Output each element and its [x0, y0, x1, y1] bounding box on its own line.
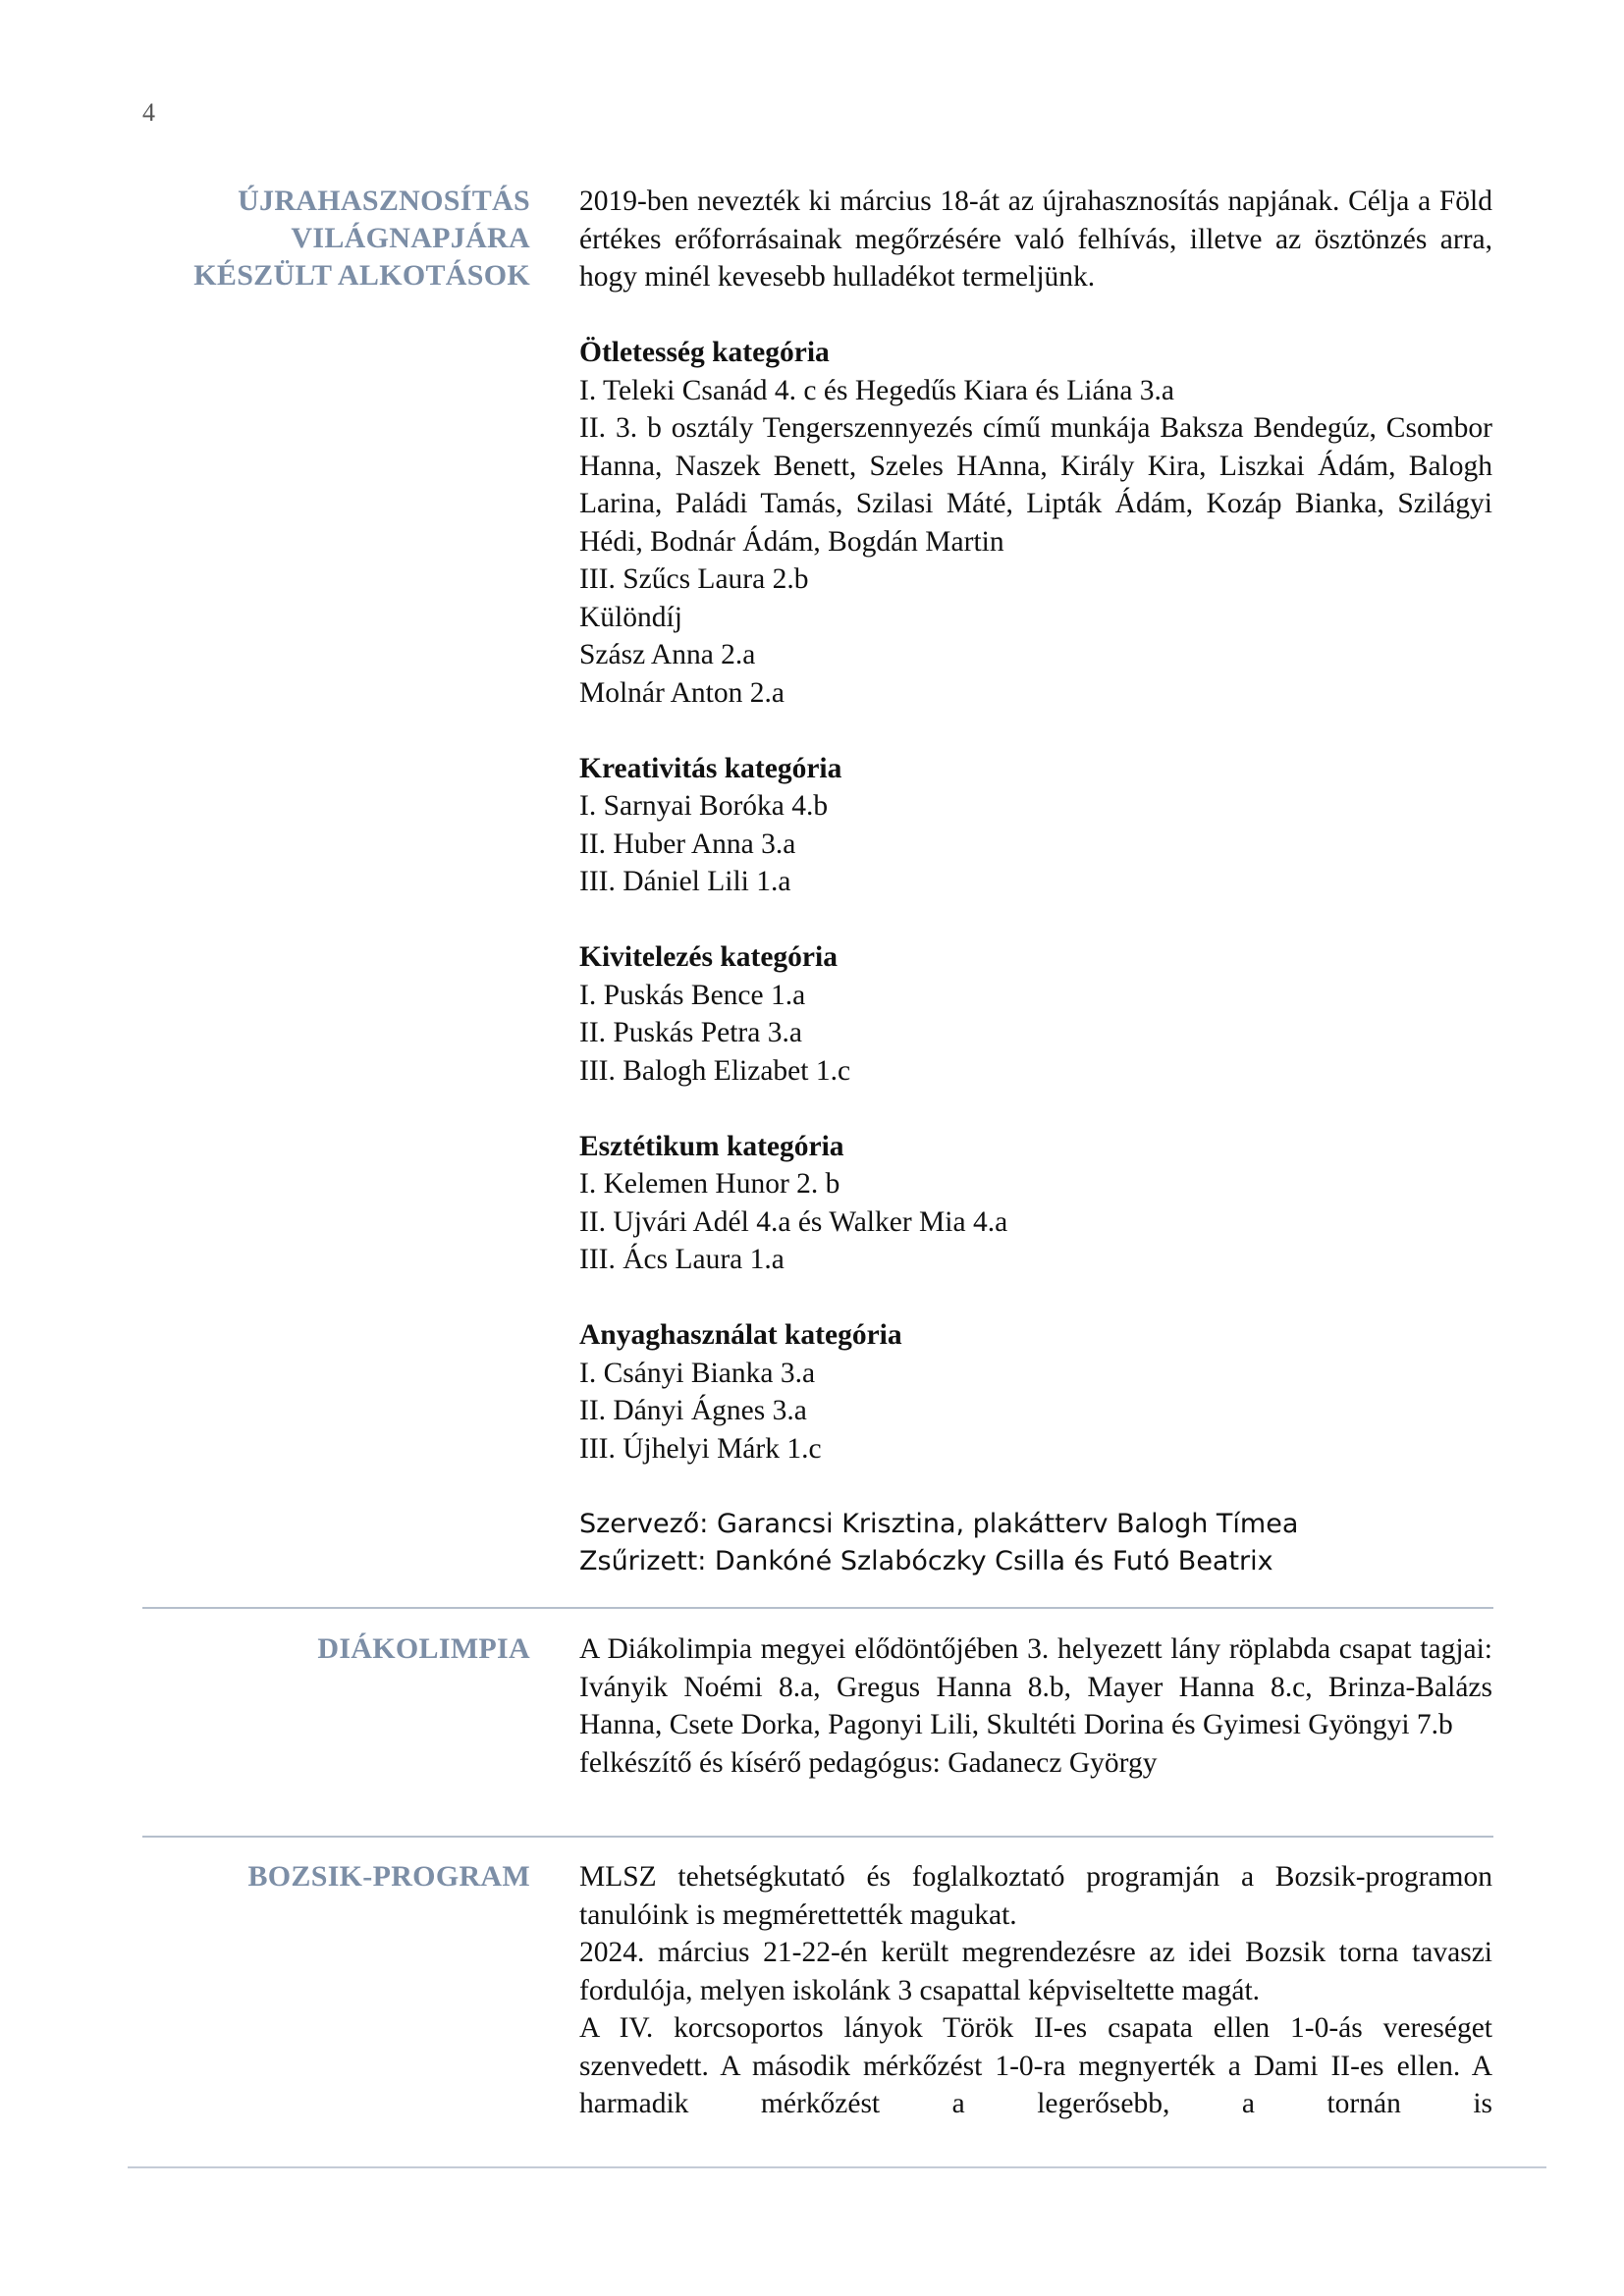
- team-paragraph: A Diákolimpia megyei elődöntőjében 3. helyezett lány röplabda csapat tagjai: Iványik Noémi 8.a, Gregus Hanna 8.b, Mayer Hanna 8.c, Brinza-Balázs Hanna, Csete Dorka, Pagonyi Lili, Skultéti Dorina és Gyimesi Gyöngyi 7.b: [579, 1633, 1492, 1740]
- footer-rule: [128, 2166, 1546, 2168]
- award-line: III. Dániel Lili 1.a: [579, 866, 791, 897]
- section-divider: [142, 1836, 1493, 1838]
- category-title: Kreativitás kategória: [579, 752, 842, 784]
- award-line: II. Puskás Petra 3.a: [579, 1017, 802, 1048]
- program-paragraph: 2024. március 21-22-én került megrendezésre az idei Bozsik torna tavaszi fordulója, melyen iskolánk 3 csapattal képviseltette magát.: [579, 1937, 1492, 2006]
- award-line: Különdíj: [579, 601, 682, 633]
- award-line: III. Újhelyi Márk 1.c: [579, 1432, 822, 1465]
- award-line: I. Kelemen Hunor 2. b: [579, 1168, 840, 1200]
- award-line: III. Balogh Elizabet 1.c: [579, 1054, 851, 1087]
- section-title-line: DIÁKOLIMPIA: [317, 1632, 530, 1665]
- award-line: II. Huber Anna 3.a: [579, 828, 796, 860]
- award-line: II. Dányi Ágnes 3.a: [579, 1395, 807, 1426]
- section-title: [137, 1630, 530, 1668]
- intro-paragraph: 2019-ben nevezték ki március 18-át az újrahasznosítás napjának. Célja a Föld értékes erőforrásainak megőrzésére való felhívás, illetve az ösztönzés arra, hogy minél kevesebb hulladékot termeljünk.: [579, 186, 1492, 293]
- award-line: I. Sarnyai Boróka 4.b: [579, 790, 829, 822]
- award-line: I. Puskás Bence 1.a: [579, 979, 806, 1011]
- award-line: Szász Anna 2.a: [579, 639, 756, 670]
- category-title: Kivitelezés kategória: [579, 941, 838, 973]
- award-line: II. 3. b osztály Tengerszennyezés című munkája Baksza Bendegúz, Csombor Hanna, Naszek Benett, Szeles HAnna, Király Kira, Liszkai Ádám, Balogh Larina, Paládi Tamás, Szilasi Máté, Lipták Ádám, Kozáp Bianka, Szilágyi Hédi, Bodnár Ádám, Bogdán Martin: [579, 412, 1492, 558]
- category-title: Esztétikum kategória: [579, 1130, 844, 1162]
- teacher-line: felkészítő és kísérő pedagógus: Gadanecz György: [579, 1746, 1158, 1779]
- section-title-line: ÚJRAHASZNOSÍTÁS: [238, 185, 530, 217]
- section-body: [579, 183, 1492, 1581]
- award-line: III. Ács Laura 1.a: [579, 1244, 785, 1275]
- organizer-credit: Szervező: Garancsi Krisztina, plakátterv Balogh Tímea: [579, 1508, 1299, 1539]
- program-paragraph: MLSZ tehetségkutató és foglalkoztató programján a Bozsik-programon tanulóink is megmérettették magukat.: [579, 1861, 1492, 1931]
- jury-credit: Zsűrizett: Dankóné Szlabóczky Csilla és Futó Beatrix: [579, 1546, 1273, 1576]
- program-paragraph: A IV. korcsoportos lányok Török II-es csapata ellen 1-0-ás vereséget szenvedett. A második mérkőzést 1-0-ra megnyerték a Dami II-es ellen. A harmadik mérkőzést a legerősebb, a tornán is: [579, 2012, 1492, 2119]
- section-body: [579, 1858, 1492, 2123]
- section-title: [137, 183, 530, 294]
- page-number: 4: [142, 98, 155, 127]
- award-line: I. Csányi Bianka 3.a: [579, 1357, 816, 1389]
- award-line: II. Ujvári Adél 4.a és Walker Mia 4.a: [579, 1205, 1008, 1238]
- award-line: Molnár Anton 2.a: [579, 676, 785, 709]
- section-body: [579, 1630, 1492, 1782]
- award-line: III. Szűcs Laura 2.b: [579, 563, 809, 595]
- section-title-line: BOZSIK-PROGRAM: [247, 1860, 530, 1893]
- section-title-line: KÉSZÜLT ALKOTÁSOK: [193, 259, 530, 292]
- category-title: Ötletesség kategória: [579, 337, 830, 368]
- award-line: I. Teleki Csanád 4. c és Hegedűs Kiara és Liána 3.a: [579, 374, 1175, 406]
- category-title: Anyaghasználat kategória: [579, 1319, 902, 1351]
- section-divider: [142, 1607, 1493, 1609]
- section-title: [137, 1858, 530, 1896]
- section-title-line: VILÁGNAPJÁRA: [291, 222, 530, 254]
